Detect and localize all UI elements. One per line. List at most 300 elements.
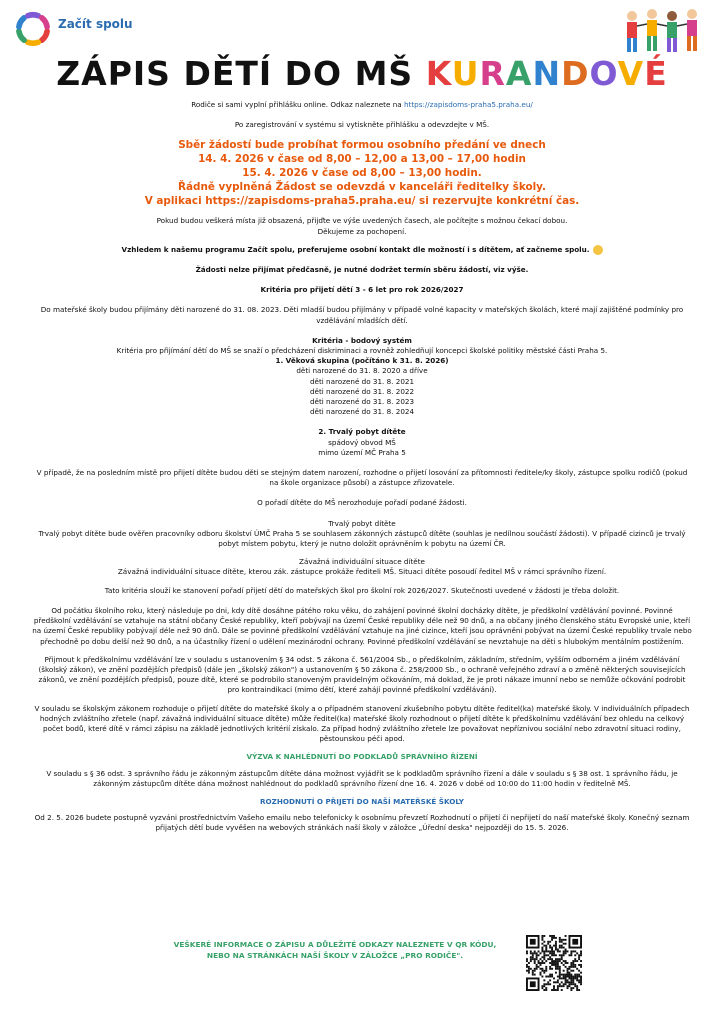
qr-cell [559, 972, 561, 974]
logo-ring-segment [19, 31, 24, 40]
qr-cell [534, 952, 536, 954]
qr-cell [551, 954, 553, 956]
registration-link[interactable]: https://zapisdoms-praha5.praha.eu/ [403, 100, 533, 109]
qr-cell [543, 962, 545, 964]
qr-cell [541, 956, 543, 958]
decision-text: Od 2. 5. 2026 budete postupně vyzváni prostřednictvím Vašeho emailu nebo telefonicky k osobnímu převzetí Rozhodnutí o přijetí či nepřijetí do naší mateřské školy. Konečný seznam přijatých dětí bude vyvěšen na webových stránkách naší školy v záložce „Úřední deska" nejpozději do 15. 5. 2026. [34, 813, 690, 833]
collection-dates-block [32, 138, 692, 208]
age-group-line: děti narozené do 31. 8. 2020 a dříve [296, 366, 428, 376]
qr-cell [555, 943, 557, 945]
qr-cell [559, 958, 561, 960]
qr-cell [549, 968, 551, 970]
qr-cell [553, 985, 555, 987]
title-letter: D [561, 54, 590, 93]
qr-cell [563, 947, 565, 949]
qr-cell [532, 954, 534, 956]
qr-cell [559, 960, 561, 962]
qr-cell [545, 954, 547, 956]
qr-cell [568, 981, 570, 983]
inspection-text: V souladu s § 36 odst. 3 správního řádu je zákonným zástupcům dítěte dána možnost vyjádřit se k podkladům správního řízení a dále v souladu s § 38 ost. 1 správního řádu, je zákonným zástupcům dítěte dána možnost nahlédnout do podkladů správního řízení dne 16. 4. 2026 v době od 10:00 do 11:00 hodin v ředitelně MŠ. [46, 768, 678, 788]
qr-cell [541, 976, 543, 978]
qr-cell [555, 949, 557, 951]
qr-cell [565, 952, 567, 954]
intro-line-1 [32, 100, 692, 110]
qr-cell [557, 976, 559, 978]
qr-cell [551, 976, 553, 978]
qr-cell [570, 976, 572, 978]
qr-cell [570, 970, 572, 972]
qr-cell [561, 977, 563, 979]
serious-situation-text: Závažná individuální situace dítěte, kterou zák. zástupce prokáže řediteli MŠ. Situaci dítěte posoudí ředitel MŠ v rámci správního řízení. [117, 567, 607, 577]
qr-cell [561, 954, 563, 956]
criteria-use-paragraph: Tato kritéria slouží ke stanovení pořadí přijetí dětí do mateřských škol pro školní rok 2026/2027. Skutečnosti uvedené v žádosti je třeba doložit. [104, 585, 620, 595]
qr-cell [578, 964, 580, 966]
qr-cell [543, 950, 545, 952]
title-letter: É [644, 54, 668, 93]
qr-cell [572, 983, 574, 985]
qr-cell [536, 952, 538, 954]
qr-cell [545, 968, 547, 970]
criteria-title: Kritéria pro přijetí dětí 3 - 6 let pro rok 2026/2027 [260, 285, 464, 295]
qr-cell [565, 966, 567, 968]
qr-cell [567, 985, 569, 987]
residence-criteria-line: spádový obvod MŠ [328, 437, 396, 447]
qr-cell [578, 954, 580, 956]
qr-cell [551, 958, 553, 960]
qr-cell [553, 977, 555, 979]
qr-cell [543, 989, 545, 991]
title-letter: O [589, 54, 618, 93]
qr-cell [565, 939, 567, 941]
logo-ring-segment [19, 18, 24, 27]
qr-cell [543, 941, 545, 943]
qr-cell [563, 977, 565, 979]
title-letter: U [451, 54, 480, 93]
qr-cell [540, 962, 542, 964]
qr-cell [540, 964, 542, 966]
qr-cell [574, 976, 576, 978]
collection-line: 15. 4. 2026 v čase od 8,00 – 13,00 hodin. [242, 167, 482, 180]
qr-cell [570, 966, 572, 968]
qr-cell [540, 972, 542, 974]
qr-cell [580, 966, 582, 968]
qr-cell [561, 974, 563, 976]
qr-cell [563, 939, 565, 941]
qr-cell [551, 960, 553, 962]
qr-cell [530, 981, 536, 987]
qr-cell [570, 950, 572, 952]
qr-cell [557, 949, 559, 951]
qr-cell [563, 985, 565, 987]
qr-cell [563, 950, 565, 952]
qr-cell [541, 962, 543, 964]
qr-cell [561, 939, 563, 941]
qr-cell [534, 950, 536, 952]
qr-cell [570, 964, 572, 966]
qr-cell [559, 947, 561, 949]
tie-paragraph: V případě, že na posledním místě pro přijetí dítěte budou děti se stejným datem narození, rozhodne o přijetí losování za přítomnosti ředitele/ky školy, zástupce spolku rodičů (pokud na škole organizace působí) a zástupce zřizovatele. [36, 468, 688, 488]
qr-cell [559, 976, 561, 978]
qr-cell [553, 962, 555, 964]
qr-cell [541, 939, 543, 941]
qr-cell [580, 950, 582, 952]
qr-cell [549, 935, 551, 937]
qr-cell [555, 937, 557, 939]
qr-cell [553, 987, 555, 989]
qr-cell [561, 947, 563, 949]
qr-cell [540, 952, 542, 954]
qr-cell [572, 966, 574, 968]
qr-cell [565, 950, 567, 952]
qr-cell [528, 968, 530, 970]
title-letter: K [425, 54, 452, 93]
qr-cell [545, 987, 547, 989]
qr-cell [572, 950, 574, 952]
qr-cell [551, 962, 553, 964]
qr-cell [559, 985, 561, 987]
title-letter: V [617, 54, 645, 93]
qr-cell [578, 956, 580, 958]
age-group-line: děti narozené do 31. 8. 2024 [309, 407, 415, 417]
collection-line: 14. 4. 2026 v čase od 8,00 – 12,00 a 13,00 – 17,00 hodin [198, 153, 526, 166]
qr-cell [561, 981, 563, 983]
qr-cell [574, 954, 576, 956]
qr-cell [561, 962, 563, 964]
qr-cell [568, 954, 570, 956]
capacity-note: Pokud budou veškerá místa již obsazená, přijďte ve výše uvedených časech, ale počítejte s možnou čekací dobou. [156, 216, 568, 226]
qr-cell [541, 943, 543, 945]
qr-cell [536, 956, 538, 958]
qr-cell [559, 970, 561, 972]
qr-cell [570, 977, 572, 979]
qr-cell [528, 972, 530, 974]
qr-cell [547, 983, 549, 985]
qr-cell [545, 976, 547, 978]
qr-cell [553, 964, 555, 966]
vaccination-paragraph: Přijmout k předškolnímu vzdělávání lze v souladu s ustanovením § 34 odst. 5 zákona č. 561/2004 Sb., o předškolním, základním, středním, vyšším odborném a jiném vzdělávání (školský zákon), ve znění pozdějších předpisů (dále jen „školský zákon") a ustanovením § 50 zákona č. 258/2000 Sb., o ochraně veřejného zdraví a o změně některých souvisejících zákonů, ve znění pozdějších předpisů, pouze dítě, které se podrobilo stanoveným pravidelným očkováním, má doklad, že je proti nákaze imunní nebo se nemůže očkování podrobit pro kontraindikaci (mimo dětí, které zahájí povinné předškolní vzdělávání). [38, 654, 686, 695]
qr-cell [570, 979, 572, 981]
document-body [32, 100, 692, 834]
qr-cell [570, 954, 572, 956]
qr-cell [526, 950, 528, 952]
footer-line-1: VEŠKERÉ INFORMACE O ZÁPISU A DŮLEŽITÉ ODKAZY NALEZNETE V QR KÓDU, [173, 940, 497, 949]
qr-cell [549, 966, 551, 968]
title-prefix: ZÁPIS DĚTÍ DO MŠ [56, 54, 426, 93]
qr-cell [549, 950, 551, 952]
qr-cell [543, 970, 545, 972]
qr-cell [547, 954, 549, 956]
qr-cell [545, 945, 547, 947]
qr-cell [570, 983, 572, 985]
qr-cell [557, 987, 559, 989]
qr-cell [549, 958, 551, 960]
qr-cell [553, 981, 555, 983]
qr-cell [570, 962, 572, 964]
qr-cell [557, 985, 559, 987]
qr-cell [536, 966, 538, 968]
qr-cell [572, 979, 574, 981]
qr-cell [528, 962, 530, 964]
qr-cell [580, 981, 582, 983]
qr-cell [563, 983, 565, 985]
qr-cell [578, 974, 580, 976]
qr-cell [567, 987, 569, 989]
qr-cell [574, 966, 576, 968]
qr-cell [549, 941, 551, 943]
qr-cell [526, 952, 528, 954]
qr-cell [530, 950, 532, 952]
qr-cell [563, 960, 565, 962]
qr-cell [580, 952, 582, 954]
order-paragraph: O pořadí dítěte do MŠ nerozhoduje pořadí podané žádosti. [257, 498, 467, 508]
qr-cell [557, 958, 559, 960]
qr-cell [563, 970, 565, 972]
qr-cell [563, 943, 565, 945]
qr-cell [565, 976, 567, 978]
qr-cell [540, 968, 542, 970]
qr-cell [538, 962, 540, 964]
qr-cell [545, 970, 547, 972]
qr-cell [551, 974, 553, 976]
qr-cell [543, 979, 545, 981]
qr-cell [553, 952, 555, 954]
qr-cell [547, 958, 549, 960]
qr-cell [543, 954, 545, 956]
inspection-heading: VÝZVA K NAHLÉDNUTÍ DO PODKLADŮ SPRÁVNÍHO ŘÍZENÍ [246, 752, 478, 762]
qr-cell [528, 966, 530, 968]
qr-cell [543, 956, 545, 958]
qr-cell [568, 976, 570, 978]
qr-cell [574, 958, 576, 960]
residence-text: Trvalý pobyt dítěte bude ověřen pracovníky odboru školství ÚMČ Praha 5 se souhlasem zákonných zástupců dítěte (souhlas je nedílnou součástí žádosti). V případě cizinců je trvalý pobyt místem pobytu, který je nutno doložit oprávněním k pobytu na území ČR. [38, 528, 686, 549]
qr-cell [543, 985, 545, 987]
compulsory-education-paragraph: Od počátku školního roku, který následuje po dni, kdy dítě dosáhne pátého roku věku, do zahájení povinné školní docházky dítěte, je předškolní vzdělávání povinné. Povinné předškolní vzdělávání se vztahuje na státní občany České republiky, kteří pobývají na území České republiky déle než 90 dnů, a na občany jiného členského státu Evropské unie, kteří na území České republiky pobývají déle než 90 dnů. Dále se povinné předškolní vzdělávání vztahuje na jiné cizince, kteří jsou oprávněni pobývat na území České republiky trvale nebo přechodně po dobu delší než 90 dnů, a na účastníky řízení o udělení mezinárodní ochrany. Povinné předškolní vzdělávání se nevztahuje na děti s hlubokým mentálním postižením. [32, 605, 692, 646]
qr-cell [555, 972, 557, 974]
qr-cell [549, 952, 551, 954]
age-group-title: 1. Věková skupina (počítáno k 31. 8. 2026) [275, 356, 449, 366]
qr-cell [570, 989, 572, 991]
qr-cell [576, 968, 578, 970]
qr-cell [565, 974, 567, 976]
qr-cell [572, 977, 574, 979]
qr-cell [557, 966, 559, 968]
qr-cell [565, 962, 567, 964]
qr-cell [553, 989, 555, 991]
qr-cell [549, 974, 551, 976]
serious-situation-title: Závažná individuální situace dítěte [299, 557, 425, 567]
qr-cell [578, 989, 580, 991]
qr-cell [553, 935, 555, 937]
qr-cell [563, 954, 565, 956]
deadline-note: Žádosti nelze přijímat předčasně, je nutné dodržet termín sběru žádostí, viz výše. [195, 265, 529, 275]
qr-cell [555, 941, 557, 943]
qr-cell [538, 966, 540, 968]
qr-cell [541, 968, 543, 970]
qr-cell [541, 935, 543, 937]
qr-cell [551, 952, 553, 954]
qr-cell [572, 970, 574, 972]
qr-cell [538, 954, 540, 956]
qr-cell [559, 945, 561, 947]
qr-cell [540, 958, 542, 960]
qr-cell [530, 956, 532, 958]
qr-cell [570, 952, 572, 954]
qr-cell [534, 962, 536, 964]
logo-ring-segment [42, 18, 47, 27]
qr-cell [559, 939, 561, 941]
zacit-spolu-logo-icon [14, 10, 52, 48]
qr-cell [553, 937, 555, 939]
footer-line-2: NEBO NA STRÁNKÁCH NAŠÍ ŠKOLY V ZÁLOŽCE „PRO RODIČE". [206, 950, 464, 960]
qr-cell [561, 941, 563, 943]
qr-cell [576, 960, 578, 962]
qr-cell [555, 962, 557, 964]
qr-cell [545, 966, 547, 968]
qr-cell [559, 937, 561, 939]
qr-cell [568, 983, 570, 985]
qr-cell [561, 989, 563, 991]
qr-cell [576, 985, 578, 987]
qr-cell [549, 947, 551, 949]
qr-cell [538, 950, 540, 952]
qr-cell [532, 974, 534, 976]
qr-cell [555, 945, 557, 947]
qr-cell [532, 956, 534, 958]
qr-cell [565, 979, 567, 981]
qr-cell [567, 976, 569, 978]
qr-cell [541, 987, 543, 989]
qr-cell [563, 974, 565, 976]
qr-cell [541, 937, 543, 939]
qr-cell [555, 981, 557, 983]
qr-cell [553, 950, 555, 952]
qr-cell [572, 960, 574, 962]
qr-cell [578, 976, 580, 978]
qr-cell [545, 949, 547, 951]
qr-cell [528, 970, 530, 972]
qr-cell [543, 958, 545, 960]
qr-cell [580, 983, 582, 985]
age-group-line: děti narozené do 31. 8. 2022 [309, 386, 415, 396]
decision-heading: ROZHODNUTÍ O PŘIJETÍ DO NAŠÍ MATEŘSKÉ ŠKOLY [260, 796, 464, 806]
qr-cell [578, 979, 580, 981]
qr-cell [557, 960, 559, 962]
age-group-line: děti narozené do 31. 8. 2021 [309, 376, 415, 386]
qr-cell [572, 981, 574, 983]
contact-text: Vzhledem k našemu programu Začít spolu, preferujeme osobní kontakt dle možností i s dítětem, ať začneme spolu. [121, 244, 590, 254]
qr-cell [553, 960, 555, 962]
qr-cell [565, 943, 567, 945]
qr-cell [530, 968, 532, 970]
qr-cell [576, 989, 578, 991]
qr-cell [526, 960, 528, 962]
qr-cell [551, 949, 553, 951]
trial-stay-paragraph: V souladu se školským zákonem rozhoduje o přijetí dítěte do mateřské školy a o případném stanovení zkušebního pobytu dítěte ředitel(ka) mateřské školy. V individuálních případech hodných zvláštního zřetele (např. závažná individuální situace dítěte) může ředitel(ka) mateřské školy rozhodnout o přijetí dítěte k předškolnímu vzdělávání bez ohledu na celkový počet bodů, které dítě v rámci zápisu na základě jednotlivých kritérií získalo. Za případ hodný zvláštního zřetele lze považovat nepříznivou sociální nebo zdravotní situaci rodiny, pěstounskou péči apod. [34, 703, 690, 744]
qr-cell [541, 950, 543, 952]
qr-cell [536, 954, 538, 956]
qr-cell [574, 950, 576, 952]
logo-ring-segment [28, 15, 38, 16]
qr-cell [570, 981, 572, 983]
qr-cell [536, 964, 538, 966]
qr-cell [580, 977, 582, 979]
qr-cell [549, 956, 551, 958]
qr-cell [557, 962, 559, 964]
qr-cell [567, 979, 569, 981]
logo-ring-segment [28, 42, 38, 43]
qr-cell [555, 958, 557, 960]
qr-cell [526, 970, 528, 972]
qr-cell [530, 960, 532, 962]
qr-cell [565, 981, 567, 983]
qr-cell [570, 987, 572, 989]
qr-cell [526, 958, 528, 960]
collection-line: Řádně vyplněná Žádost se odevzdá v kanceláři ředitelky školy. [178, 181, 546, 194]
qr-cell [534, 970, 536, 972]
qr-cell [561, 985, 563, 987]
qr-cell [574, 983, 576, 985]
qr-cell [551, 964, 553, 966]
qr-cell [576, 987, 578, 989]
qr-cell [565, 977, 567, 979]
qr-cell [532, 970, 534, 972]
qr-cell [551, 939, 553, 941]
qr-cell [567, 950, 569, 952]
qr-cell [574, 977, 576, 979]
qr-cell [559, 950, 561, 952]
qr-cell [536, 968, 538, 970]
logo-ring-segment [42, 31, 47, 40]
qr-cell [578, 958, 580, 960]
qr-cell [559, 966, 561, 968]
qr-cell [567, 968, 569, 970]
qr-cell [541, 949, 543, 951]
qr-cell [557, 968, 559, 970]
qr-cell [547, 943, 549, 945]
qr-cell [545, 947, 547, 949]
qr-cell [559, 974, 561, 976]
qr-cell [545, 960, 547, 962]
qr-cell [559, 983, 561, 985]
qr-cell [549, 962, 551, 964]
qr-cell [549, 983, 551, 985]
qr-cell [572, 939, 578, 945]
qr-cell [567, 962, 569, 964]
qr-cell [538, 960, 540, 962]
qr-cell [565, 960, 567, 962]
qr-code-icon[interactable] [526, 935, 582, 991]
qr-cell [572, 976, 574, 978]
qr-cell [567, 981, 569, 983]
qr-cell [561, 945, 563, 947]
qr-cell [551, 935, 553, 937]
qr-cell [565, 949, 567, 951]
qr-cell [547, 950, 549, 952]
qr-cell [580, 979, 582, 981]
qr-cell [555, 947, 557, 949]
title-letter: R [479, 54, 506, 93]
qr-cell [559, 968, 561, 970]
qr-cell [534, 958, 536, 960]
thanks-note: Děkujeme za pochopení. [317, 226, 407, 236]
qr-cell [555, 964, 557, 966]
qr-cell [534, 974, 536, 976]
qr-cell [572, 962, 574, 964]
intro-line-2: Po zaregistrování v systému si vytiskněte přihlášku a odevzdejte v MŠ. [234, 120, 490, 130]
qr-cell [570, 974, 572, 976]
residence-criteria-title: 2. Trvalý pobyt dítěte [318, 427, 406, 437]
qr-cell [547, 941, 549, 943]
